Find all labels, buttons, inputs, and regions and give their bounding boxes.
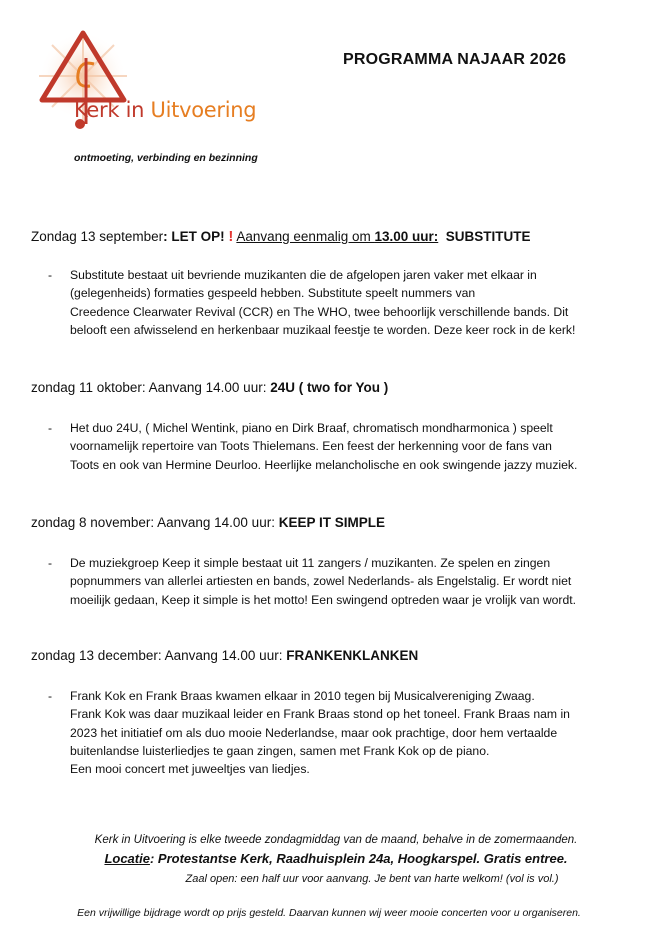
description-line: moeilijk gedaan, Keep it simple is het motto! Een swingend optreden waar je vrolijk van wordt. bbox=[70, 592, 577, 607]
logo-text-accent: Uitvoering bbox=[150, 98, 257, 122]
location-value: : Protestantse Kerk, Raadhuisplein 24a, Hoogkarspel. Gratis entree. bbox=[149, 851, 568, 866]
event-heading bbox=[31, 514, 651, 532]
description-line: popnummers van allerlei artiesten en bands, zowel Nederlands- als Engelstalig. Er wordt niet bbox=[70, 574, 572, 589]
event-september bbox=[31, 228, 651, 339]
logo-wordmark bbox=[74, 98, 256, 122]
performer-name: KEEP IT SIMPLE bbox=[278, 515, 385, 530]
event-description bbox=[31, 266, 651, 339]
notice-text: Aanvang eenmalig om bbox=[236, 229, 375, 244]
exclamation-icon: ! bbox=[228, 228, 234, 245]
event-date: Zondag 13 september bbox=[31, 229, 164, 244]
event-heading bbox=[31, 379, 651, 397]
event-oktober bbox=[31, 379, 651, 474]
description-line: Frank Kok was daar muzikaal leider en Frank Braas stond op het toneel. Frank Braas nam in bbox=[70, 707, 570, 722]
description-line: Een mooi concert met juweeltjes van liedjes. bbox=[70, 762, 310, 777]
list-bullet: - bbox=[48, 268, 53, 282]
description-line: Het duo 24U, ( Michel Wentink, piano en Dirk Braaf, chromatisch mondharmonica ) speelt bbox=[70, 421, 553, 435]
event-december bbox=[31, 647, 651, 778]
description-line: Creedence Clearwater Revival (CCR) en The WHO, twee behoorlijk verschillende bands. Dit bbox=[70, 304, 569, 319]
list-bullet: - bbox=[48, 556, 53, 570]
event-heading bbox=[31, 647, 651, 665]
event-description bbox=[31, 687, 651, 778]
list-bullet: - bbox=[48, 689, 53, 703]
performer-name: 24U ( two for You ) bbox=[270, 380, 389, 395]
description-line: De muziekgroep Keep it simple bestaat uit 11 zangers / muzikanten. Ze spelen en zingen bbox=[70, 556, 551, 570]
description-line: Toots en ook van Hermine Deurloo. Heerlijke melancholische en ook swingende jazzy muziek. bbox=[70, 457, 578, 472]
footer-opening-note: Zaal open: een half uur voor aanvang. Je bent van harte welkom! (vol is vol.) bbox=[185, 873, 559, 885]
event-november bbox=[31, 514, 651, 609]
tagline: ontmoeting, verbinding en bezinning bbox=[74, 152, 258, 164]
description-line: (gelegenheids) formaties gespeeld hebben. Substitute speelt nummers van bbox=[70, 286, 476, 301]
start-time: : Aanvang 14.00 uur: bbox=[150, 515, 279, 530]
description-line: Frank Kok en Frank Braas kwamen elkaar in 2010 tegen bij Musicalvereniging Zwaag. bbox=[70, 689, 535, 703]
logo-text-main: Kerk in bbox=[74, 98, 151, 122]
event-date: zondag 13 december bbox=[31, 648, 158, 663]
start-time: : Aanvang 14.00 uur: bbox=[157, 648, 287, 663]
event-heading bbox=[31, 228, 651, 246]
event-date: zondag 8 november bbox=[31, 515, 151, 530]
footer-donation-note: Een vrijwillige bijdrage wordt op prijs gesteld. Daarvan kunnen wij weer mooie concerten voor u organiseren. bbox=[77, 907, 581, 919]
event-date: zondag 11 oktober bbox=[31, 380, 142, 395]
event-description bbox=[31, 554, 651, 609]
footer-schedule-note: Kerk in Uitvoering is elke tweede zondagmiddag van de maand, behalve in de zomermaanden. bbox=[94, 834, 578, 846]
notice-time: 13.00 uur: bbox=[374, 229, 439, 244]
list-bullet: - bbox=[48, 421, 53, 435]
warning-label: : LET OP! bbox=[163, 229, 225, 244]
page-title: PROGRAMMA NAJAAR 2026 bbox=[343, 51, 567, 68]
location-label: Locatie bbox=[104, 851, 150, 866]
event-description bbox=[31, 419, 651, 474]
description-line: Substitute bestaat uit bevriende muzikanten die de afgelopen jaren vaker met elkaar in bbox=[70, 268, 537, 282]
performer-name: SUBSTITUTE bbox=[445, 229, 531, 244]
description-line: buitenlandse luisterliedjes te gaan zingen, samen met Frank Kok op de piano. bbox=[70, 743, 490, 758]
description-line: voornamelijk repertoire van Toots Thielemans. Een feest der herkenning voor de fans van bbox=[70, 439, 552, 454]
performer-name: FRANKENKLANKEN bbox=[286, 648, 419, 663]
description-line: 2023 het initiatief om als duo mooie Nederlandse, maar ook prachtige, door hem vertaalde bbox=[70, 725, 558, 740]
description-line: belooft een afwisselend en herkenbaar muzikaal feestje te worden. Deze keer rock in de kerk! bbox=[70, 322, 576, 337]
start-time: : Aanvang 14.00 uur: bbox=[141, 380, 271, 395]
footer-location bbox=[0, 851, 672, 866]
